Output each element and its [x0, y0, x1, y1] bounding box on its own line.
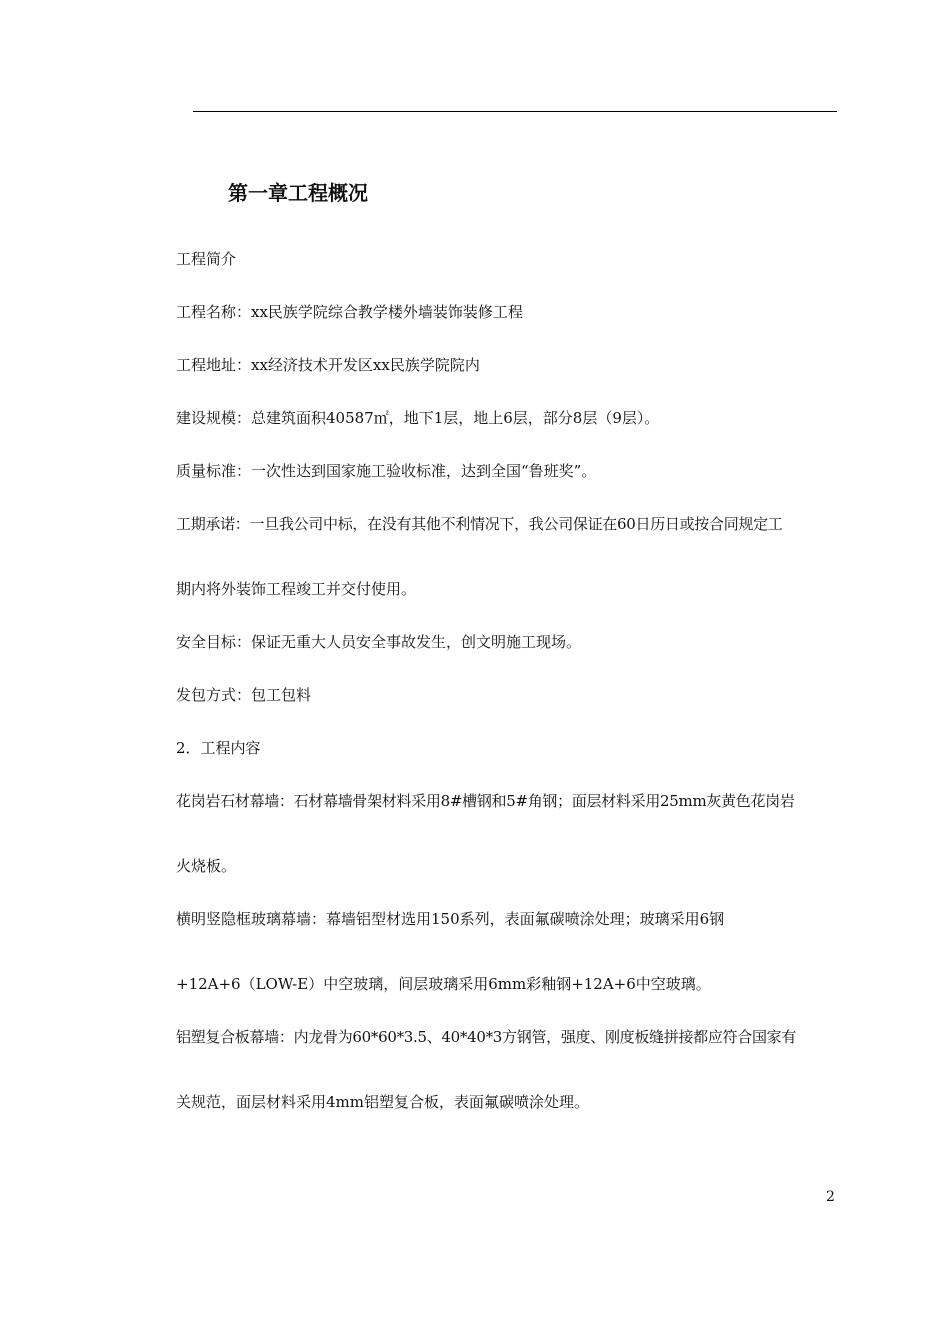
construction-scale: 建设规模：总建筑面积40587㎡，地下1层，地上6层，部分8层（9层）。 — [176, 409, 660, 427]
schedule-commitment-line-1: 工期承诺：一旦我公司中标，在没有其他不利情况下，我公司保证在60日历日或按合同规定工 — [176, 515, 783, 533]
aluminum-panel-wall-line-2: 关规范，面层材料采用4mm铝塑复合板，表面氟碳喷涂处理。 — [176, 1093, 589, 1111]
granite-curtain-wall-line-2: 火烧板。 — [176, 857, 237, 875]
section-heading-content: 2．工程内容 — [176, 739, 261, 757]
section-heading-overview: 工程简介 — [176, 250, 237, 268]
schedule-commitment-line-2: 期内将外装饰工程竣工并交付使用。 — [176, 580, 417, 598]
aluminum-panel-wall-line-1: 铝塑复合板幕墙：内龙骨为60*60*3.5、40*40*3方钢管，强度、刚度板缝拼接都应符合国家有 — [176, 1028, 797, 1046]
glass-curtain-wall-line-1: 横明竖隐框玻璃幕墙：幕墙铝型材选用150系列，表面氟碳喷涂处理；玻璃采用6钢 — [176, 910, 725, 928]
chapter-title: 第一章工程概况 — [228, 181, 368, 205]
contract-method: 发包方式：包工包料 — [176, 686, 312, 704]
header-rule — [193, 111, 837, 112]
project-name: 工程名称：xx民族学院综合教学楼外墙装饰装修工程 — [176, 303, 523, 321]
safety-target: 安全目标：保证无重大人员安全事故发生，创文明施工现场。 — [176, 633, 582, 651]
project-address: 工程地址：xx经济技术开发区xx民族学院院内 — [176, 356, 480, 374]
granite-curtain-wall-line-1: 花岗岩石材幕墙：石材幕墙骨架材料采用8#槽钢和5#角钢；面层材料采用25mm灰黄色花岗岩 — [176, 792, 795, 810]
page-number: 2 — [826, 1189, 835, 1205]
quality-standard: 质量标准：一次性达到国家施工验收标准，达到全国“鲁班奖”。 — [176, 462, 597, 480]
glass-curtain-wall-line-2: +12A+6（LOW-E）中空玻璃，间层玻璃采用6mm彩釉钢+12A+6中空玻璃。 — [176, 975, 711, 993]
